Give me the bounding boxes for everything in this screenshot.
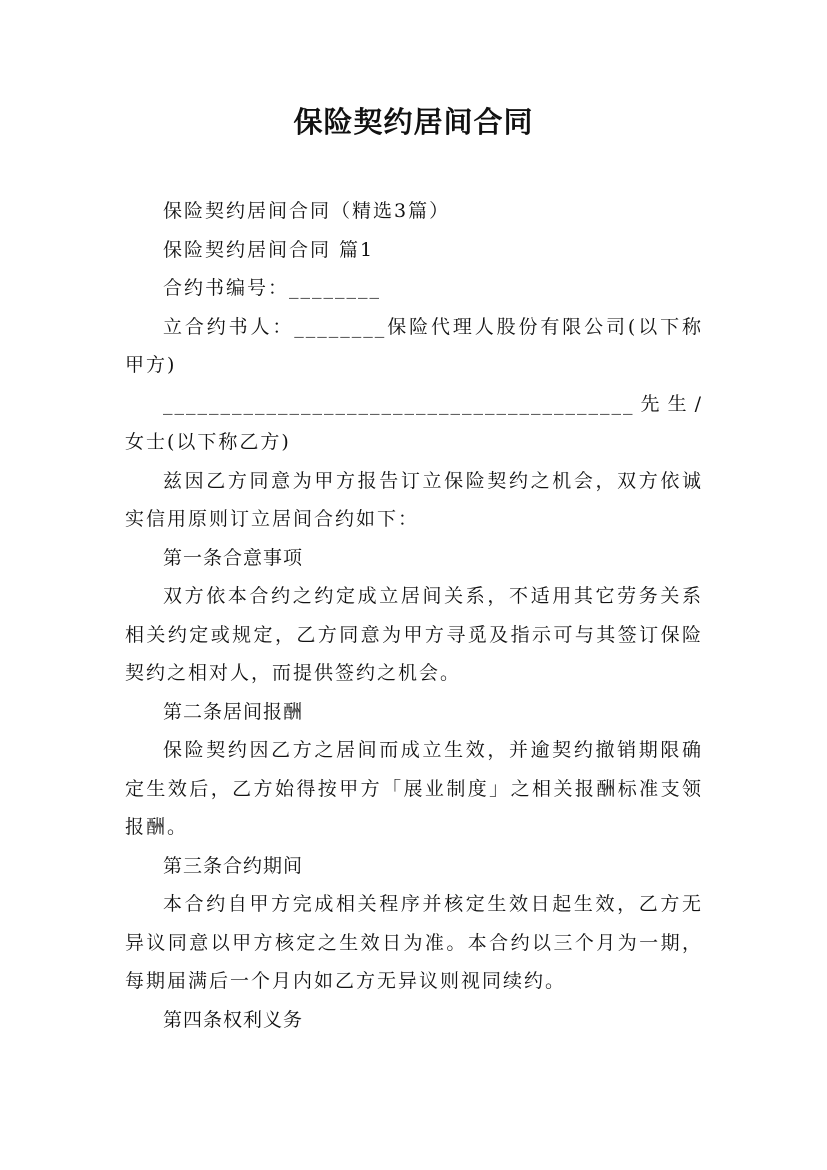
article-2-heading: 第二条居间报酬 <box>163 700 304 723</box>
article-1-heading: 第一条合意事项 <box>163 546 304 569</box>
document-body <box>125 192 703 1039</box>
paragraph-part-title: 保险契约居间合同 篇1 <box>163 238 375 261</box>
paragraph-party-b: _________________________________________先生/女士(以下称乙方) <box>125 392 703 453</box>
article-4-heading: 第四条权利义务 <box>163 1008 304 1031</box>
paragraph-contract-number: 合约书编号：________ <box>163 277 382 299</box>
article-3-heading: 第三条合约期间 <box>163 854 304 877</box>
article-1-body: 双方依本合约之约定成立居间关系，不适用其它劳务关系相关约定或规定，乙方同意为甲方寻觅及指示可与其签订保险契约之相对人，而提供签约之机会。 <box>125 585 703 684</box>
paragraph-preamble: 兹因乙方同意为甲方报告订立保险契约之机会，双方依诚实信用原则订立居间合约如下： <box>125 469 703 530</box>
article-2-body: 保险契约因乙方之居间而成立生效，并逾契约撤销期限确定生效后，乙方始得按甲方「展业制度」之相关报酬标准支领报酬。 <box>125 739 703 838</box>
article-3-body: 本合约自甲方完成相关程序并核定生效日起生效，乙方无异议同意以甲方核定之生效日为准。本合约以三个月为一期，每期届满后一个月内如乙方无异议则视同续约。 <box>125 893 703 992</box>
paragraph-intro: 保险契约居间合同（精选3篇） <box>163 200 451 222</box>
paragraph-party-a: 立合约书人：________保险代理人股份有限公司(以下称甲方) <box>125 315 703 376</box>
document-title: 保险契约居间合同 <box>293 105 534 139</box>
